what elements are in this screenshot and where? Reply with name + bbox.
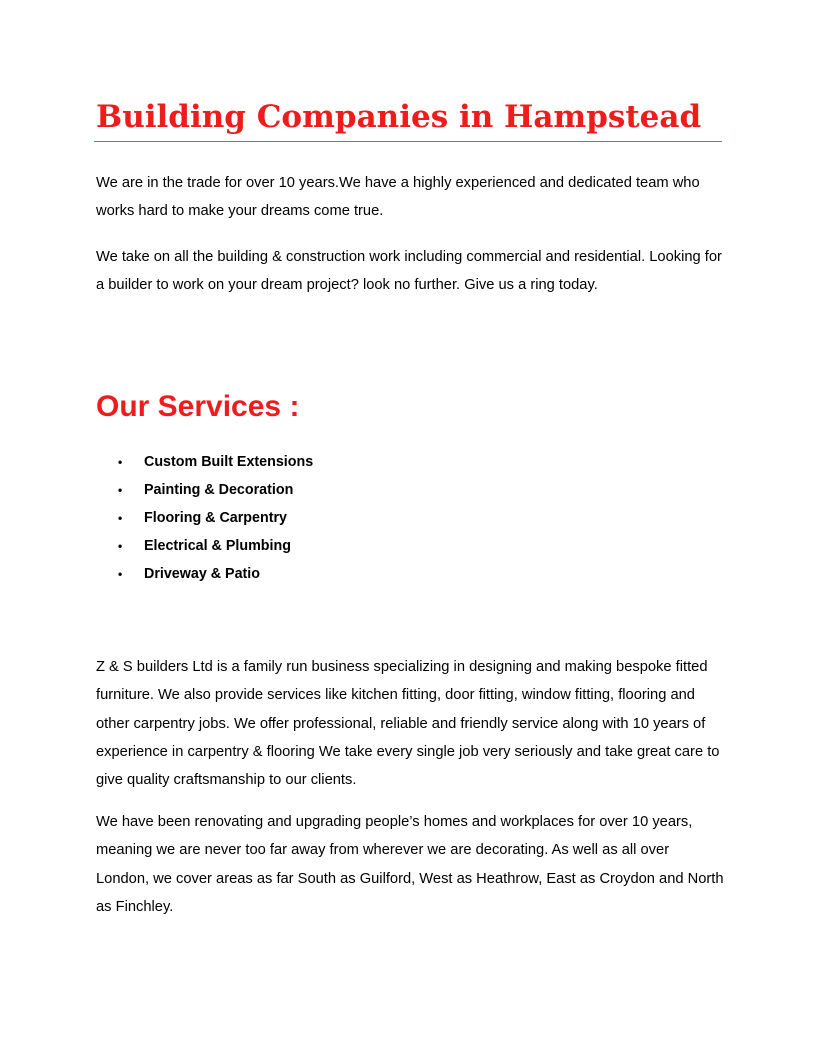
service-label: Custom Built Extensions [144,454,314,470]
bullet-icon: • [118,539,123,553]
intro-paragraph-1: We are in the trade for over 10 years.We have a highly experienced and dedicated team who works hard to make your dreams come true. [96,175,700,220]
bullet-icon: • [118,455,123,469]
body-paragraph-2: We have been renovating and upgrading people’s homes and workplaces for over 10 years, meaning we are never too far away from wherever we are decorating. As well as all over London, we cover areas as far South as Guilford, West as Heathrow, East as Croydon and North as Finchley. [96,814,724,915]
services-heading: Our Services : [96,390,300,423]
bullet-icon: • [118,483,123,497]
page-title: Building Companies in Hampstead [96,99,702,135]
intro-paragraph-2: We take on all the building & construction work including commercial and residential. Looking for a builder to work on your dream project? look no further. Give us a ring today. [96,249,722,294]
bullet-icon: • [118,511,123,525]
service-label: Painting & Decoration [144,482,294,498]
service-label: Driveway & Patio [144,566,261,582]
service-label: Electrical & Plumbing [144,538,291,554]
service-label: Flooring & Carpentry [144,510,287,526]
bullet-icon: • [118,567,123,581]
title-underline-rule [94,141,722,142]
body-paragraph-1: Z & S builders Ltd is a family run business specializing in designing and making bespoke fitted furniture. We also provide services like kitchen fitting, door fitting, window fitting, flooring and other carpentry jobs. We offer professional, reliable and friendly service along with 10 years of experience in carpentry & flooring We take every single job very seriously and take great care to give quality craftsmanship to our clients. [96,659,720,789]
